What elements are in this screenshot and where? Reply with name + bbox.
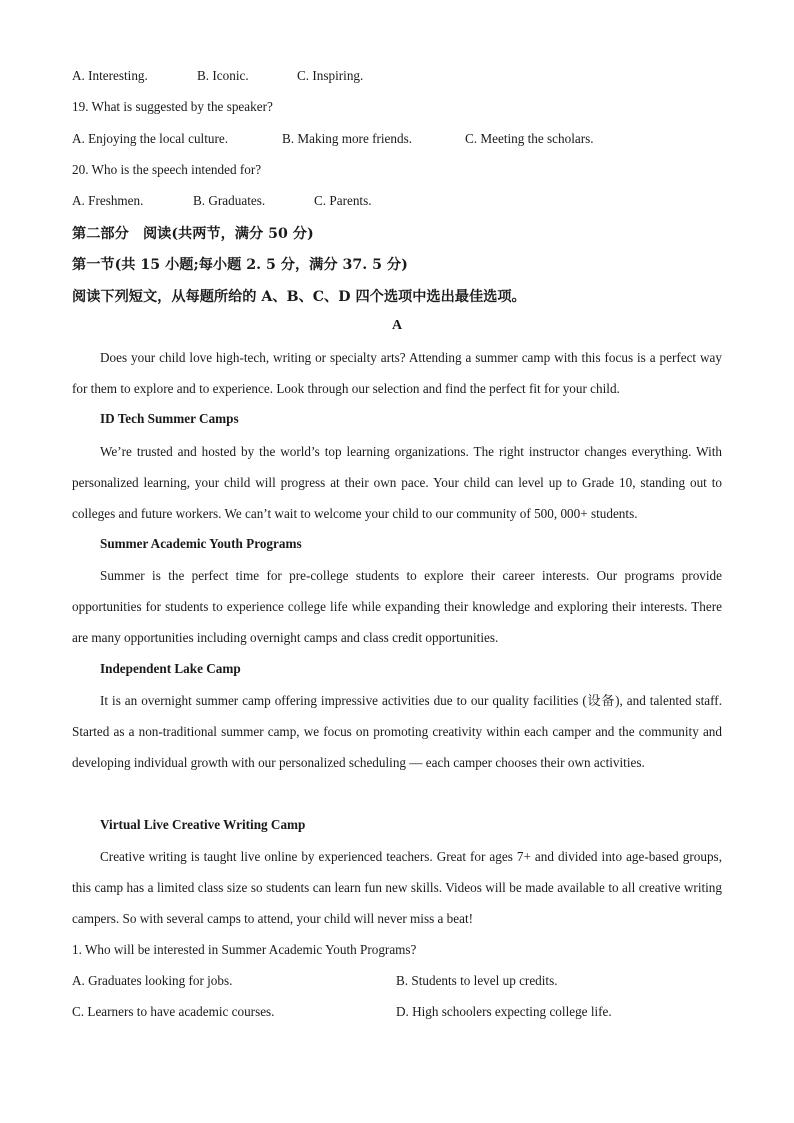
q1-option-d: D. High schoolers expecting college life. bbox=[396, 1004, 612, 1019]
camp-title-academic-youth: Summer Academic Youth Programs bbox=[100, 536, 302, 551]
camp-text-id-tech: We’re trusted and hosted by the world’s top learning organizations. The right instructor changes everything. With personalized learning, your child will progress at their own pace. Your child can level up to Grade 10, standing out to colleges and future workers. We can’t wait to welcome your child to our community of 500, 000+ students. bbox=[72, 444, 722, 522]
camp-text-creative-writing: Creative writing is taught live online by experienced teachers. Great for ages 7+ and divided into age-based groups, this camp has a limited class size so students can learn fun new skills. Videos will be made available to all creative writing campers. So with several camps to attend, your child will never miss a beat! bbox=[72, 849, 722, 927]
passage-intro: Does your child love high-tech, writing or specialty arts? Attending a summer camp with this focus is a perfect way for them to explore and to experience. Look through our selection and find the perfect fit for your child. bbox=[72, 350, 722, 397]
reading-instruction: 阅读下列短文，从每题所给的 A、B、C、D 四个选项中选出最佳选项。 bbox=[72, 289, 526, 305]
q19-option-c: C. Meeting the scholars. bbox=[465, 131, 594, 146]
camp-title-id-tech: ID Tech Summer Camps bbox=[100, 411, 239, 426]
q20-question: 20. Who is the speech intended for? bbox=[72, 162, 262, 177]
q20-option-c: C. Parents. bbox=[314, 193, 372, 208]
section-title: 第一节(共 15 小题;每小题 2. 5 分，满分 37. 5 分) bbox=[72, 257, 408, 273]
q19-option-a: A. Enjoying the local culture. bbox=[72, 131, 229, 146]
q18-option-a: A. Interesting. bbox=[72, 68, 148, 83]
camp-title-creative-writing: Virtual Live Creative Writing Camp bbox=[100, 817, 306, 832]
q1-option-a: A. Graduates looking for jobs. bbox=[72, 973, 233, 988]
passage-label: A bbox=[391, 318, 403, 333]
q1-question: 1. Who will be interested in Summer Academic Youth Programs? bbox=[72, 942, 417, 957]
camp-text-academic-youth: Summer is the perfect time for pre-college students to explore their career interests. Our programs provide opportunities for students to experience college life while expanding their knowledge and exploring their interests. There are many opportunities including overnight camps and class credit opportunities. bbox=[72, 568, 722, 646]
part-title: 第二部分 阅读(共两节，满分 50 分) bbox=[72, 226, 314, 242]
q19-option-b: B. Making more friends. bbox=[282, 131, 413, 146]
q1-option-b: B. Students to level up credits. bbox=[396, 973, 558, 988]
q1-option-c: C. Learners to have academic courses. bbox=[72, 1004, 275, 1019]
q20-option-a: A. Freshmen. bbox=[72, 193, 144, 208]
camp-title-independent-lake: Independent Lake Camp bbox=[100, 661, 241, 676]
q18-option-b: B. Iconic. bbox=[197, 68, 249, 83]
q18-option-c: C. Inspiring. bbox=[297, 68, 364, 83]
q19-question: 19. What is suggested by the speaker? bbox=[72, 99, 273, 114]
q20-option-b: B. Graduates. bbox=[193, 193, 266, 208]
camp-text-independent-lake: It is an overnight summer camp offering impressive activities due to our quality facilities (设备), and talented staff. Started as a non-traditional summer camp, we focus on promoting creativity within each camper and the community and developing individual growth with our personalized scheduling — each camper chooses their own activities. bbox=[72, 693, 722, 771]
